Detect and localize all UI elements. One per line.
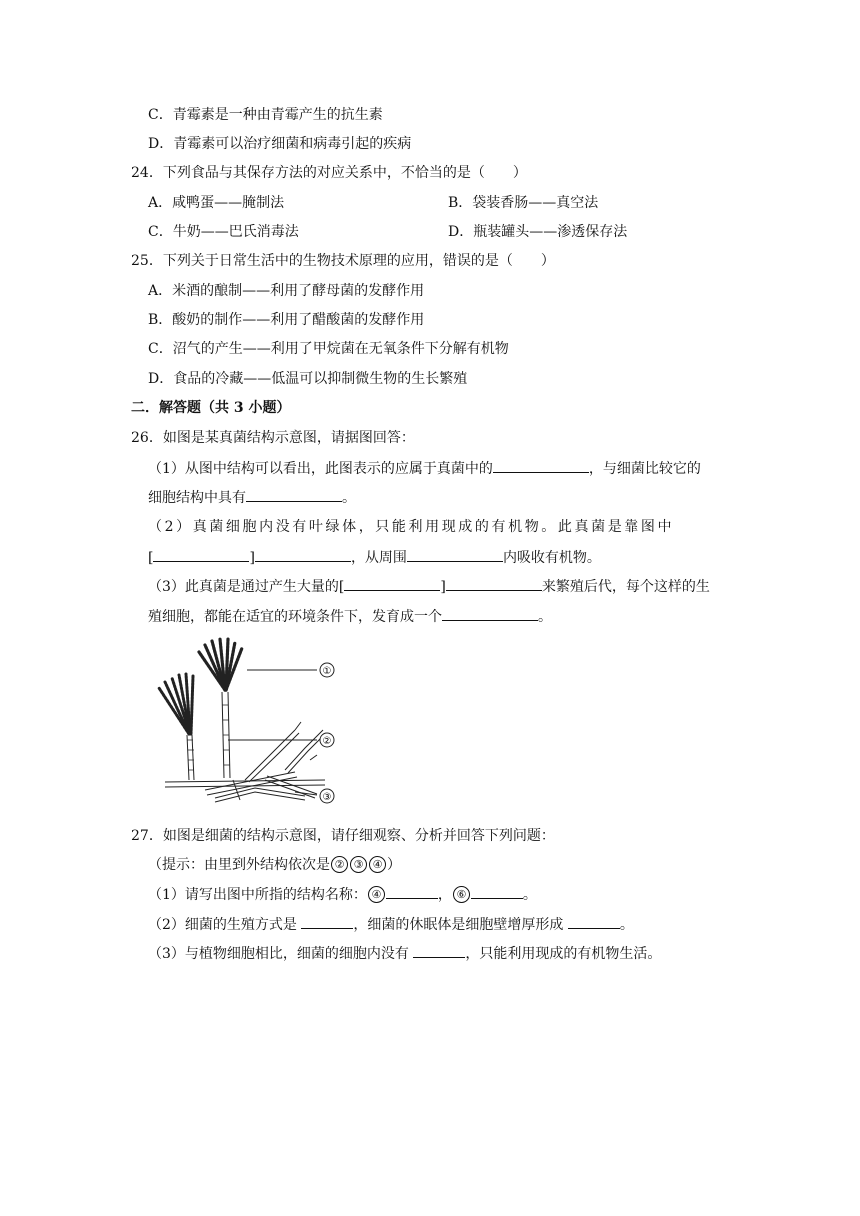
- q23-option-c: C．青霉素是一种由青霉产生的抗生素: [148, 107, 383, 123]
- q27-part2-text-a: （2）细菌的生殖方式是: [148, 917, 302, 933]
- svg-text:③: ③: [322, 792, 332, 803]
- q27-blank-1[interactable]: [386, 884, 438, 899]
- q26-part3-text-a: （3）此真菌是通过产生大量的[: [148, 579, 345, 595]
- q25-stem: 25．下列关于日常生活中的生物技术原理的应用，错误的是（ ）: [131, 253, 555, 269]
- q26-blank-1[interactable]: [493, 458, 589, 473]
- q24-option-c: C．牛奶——巴氏消毒法: [148, 224, 299, 240]
- q27-part1-mark-6: ⑥: [453, 886, 470, 903]
- q27-part2-text-c: 。: [619, 917, 634, 933]
- section-2-title: 二．解答题（共 3 小题）: [131, 400, 291, 416]
- q27-blank-4[interactable]: [568, 914, 620, 929]
- q27-hint-text-b: ）: [387, 857, 401, 873]
- q27-part2-text-b: ，细菌的休眠体是细胞壁增厚形成: [353, 917, 568, 933]
- q26-part2-bracket-open: [: [148, 550, 154, 566]
- left-stalk: [187, 735, 194, 780]
- q27-blank-2[interactable]: [471, 884, 523, 899]
- q24-stem: 24．下列食品与其保存方法的对应关系中，不恰当的是（ ）: [131, 165, 527, 181]
- q23-option-d: D．青霉素可以治疗细菌和病毒引起的疾病: [148, 136, 412, 152]
- figure-label-3: [320, 789, 334, 803]
- q26-part1-text-d: 。: [342, 490, 356, 506]
- q27-part1-text: （1）请写出图中所指的结构名称：: [148, 887, 367, 903]
- q26-part3-bracket-close: ]: [440, 579, 446, 595]
- q26-part2-line1: （2）真菌细胞内没有叶绿体，只能利用现成的有机物。此真菌是靠图中: [148, 519, 675, 535]
- q27-part3-text-a: （3）与植物细胞相比，细菌的细胞内没有: [148, 946, 414, 962]
- q27-part1-mark-4: ④: [368, 886, 385, 903]
- q26-part1-text-a: （1）从图中结构可以看出，此图表示的应属于真菌中的: [148, 461, 493, 477]
- q27-part1-sep: ，: [437, 887, 452, 903]
- q27-blank-3[interactable]: [301, 914, 353, 929]
- q26-blank-7[interactable]: [446, 576, 542, 591]
- q27-part3-text-b: ，只能利用现成的有机物生活。: [465, 946, 662, 962]
- q27-hint-mark-3: ③: [350, 856, 367, 873]
- q27-hint: [148, 855, 401, 875]
- q26-part3-line2: [148, 606, 552, 627]
- q24-option-d: D．瓶装罐头——渗透保存法: [448, 224, 628, 240]
- q26-part2-text-d: ，从周围: [350, 550, 407, 566]
- q27-hint-text-a: （提示：由里到外结构依次是: [148, 857, 330, 873]
- q26-stem: 26．如图是某真菌结构示意图，请据图回答：: [131, 430, 415, 446]
- q26-part3-line1: [148, 576, 710, 597]
- right-spore-chains: [199, 639, 242, 690]
- q26-blank-4[interactable]: [255, 547, 351, 562]
- q26-part2-text-e: 内吸收有机物。: [502, 550, 601, 566]
- q26-blank-8[interactable]: [442, 606, 538, 621]
- figure-label-2: [320, 733, 334, 747]
- q27-blank-5[interactable]: [413, 943, 465, 958]
- q25-option-c: C．沼气的产生——利用了甲烷菌在无氧条件下分解有机物: [148, 341, 509, 357]
- q26-blank-5[interactable]: [407, 547, 503, 562]
- figure-label-1: [320, 663, 334, 677]
- left-spore-chains: [159, 674, 193, 734]
- q26-part1-text-c: 细胞结构中具有: [148, 490, 246, 506]
- q27-stem: 27．如图是细菌的结构示意图，请仔细观察、分析并回答下列问题：: [131, 828, 555, 844]
- q26-blank-3[interactable]: [153, 547, 249, 562]
- q27-hint-mark-2: ②: [331, 856, 348, 873]
- q26-blank-2[interactable]: [246, 487, 342, 502]
- q26-blank-6[interactable]: [344, 576, 440, 591]
- q27-part1: [148, 884, 537, 905]
- q27-part1-end: 。: [522, 887, 537, 903]
- q26-part1-text-b: ，与细菌比较它的: [588, 461, 701, 477]
- q27-part3: [148, 943, 661, 964]
- q27-part2: [148, 914, 634, 935]
- fungus-structure-figure: [145, 630, 345, 810]
- q26-part2-line2: [148, 547, 601, 568]
- q26-part1-line1: [148, 458, 701, 479]
- q26-part3-text-d: 殖细胞，都能在适宜的环境条件下，发育成一个: [148, 609, 442, 625]
- q24-option-a: A．咸鸭蛋——腌制法: [148, 195, 285, 211]
- q26-part3-text-c: 来繁殖后代，每个这样的生: [541, 579, 710, 595]
- q26-part1-line2: [148, 487, 356, 508]
- q24-option-b: B．袋装香肠——真空法: [448, 195, 599, 211]
- svg-text:②: ②: [322, 736, 332, 747]
- fungus-drawing: [159, 639, 326, 802]
- q25-option-b: B．酸奶的制作——利用了醋酸菌的发酵作用: [148, 312, 425, 328]
- q26-part2-bracket-close: ]: [249, 550, 255, 566]
- q25-option-d: D．食品的冷藏——低温可以抑制微生物的生长繁殖: [148, 371, 468, 387]
- q25-option-a: A．米酒的酿制——利用了酵母菌的发酵作用: [148, 283, 425, 299]
- svg-text:①: ①: [322, 666, 332, 677]
- q26-part3-text-e: 。: [538, 609, 552, 625]
- q27-hint-mark-4: ④: [369, 856, 386, 873]
